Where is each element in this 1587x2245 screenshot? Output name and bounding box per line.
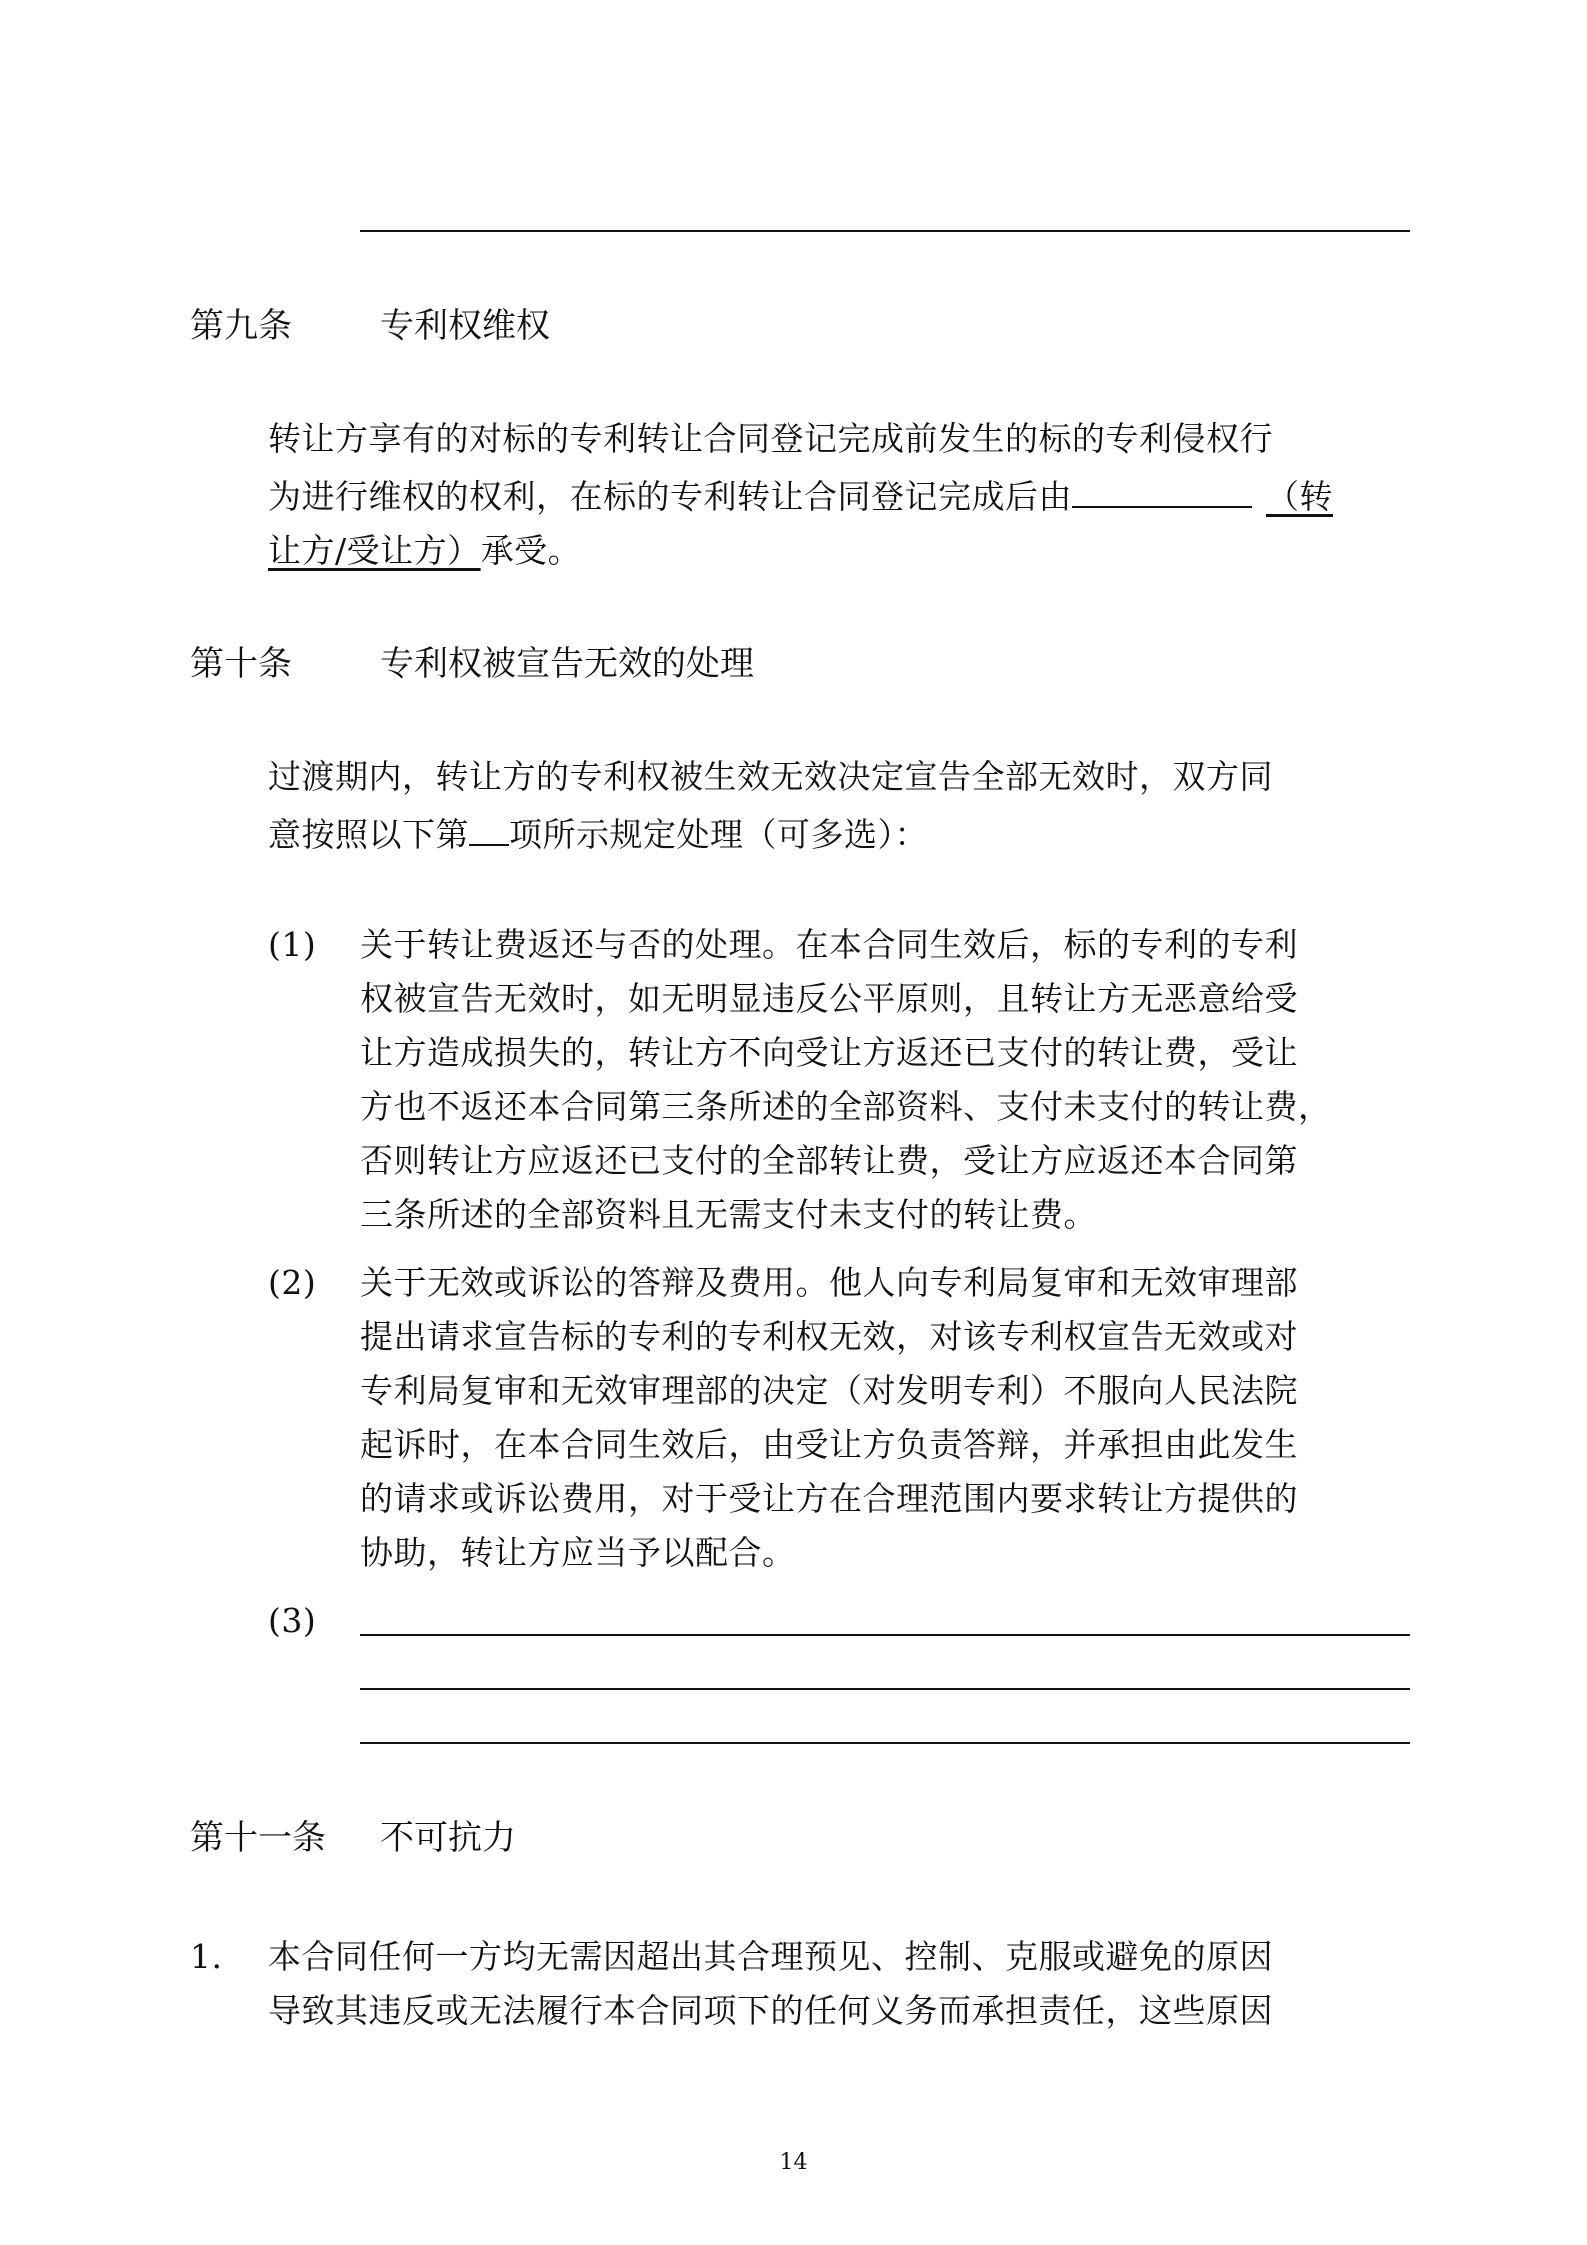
item-3-blank-line-3	[360, 1742, 1410, 1744]
article-9-line-1: 转让方享有的对标的专利转让合同登记完成前发生的标的专利侵权行	[268, 419, 1273, 458]
article-10-intro-line-2: 意按照以下第 项所示规定处理（可多选）：	[268, 804, 1408, 862]
item-3-number: (3)	[268, 1601, 317, 1640]
article-10-item-blank	[469, 804, 509, 846]
article-9-body	[268, 412, 1408, 578]
item-1-line: 否则转让方应返还已支付的全部转让费，受让方应返还本合同第	[360, 1141, 1298, 1180]
item-3-blank-line-1	[360, 1634, 1410, 1636]
article-11-number: 第十一条	[190, 1818, 326, 1858]
article-10-intro-line-1: 过渡期内，转让方的专利权被生效无效决定宣告全部无效时，双方同	[268, 757, 1273, 796]
top-blank-line	[360, 230, 1410, 232]
page-number: 14	[779, 2150, 808, 2175]
item-1-line: 让方造成损失的，转让方不向受让方返还已支付的转让费，受让	[360, 1033, 1298, 1072]
item-2-line: 起诉时，在本合同生效后，由受让方负责答辩，并承担由此发生	[360, 1425, 1298, 1464]
clause-1-line: 本合同任何一方均无需因超出其合理预见、控制、克服或避免的原因	[268, 1937, 1273, 1976]
article-10-title: 专利权被宣告无效的处理	[380, 644, 754, 684]
article-10-number: 第十条	[190, 644, 292, 684]
item-2-line: 协助，转让方应当予以配合。	[360, 1533, 796, 1572]
item-2-number: (2)	[268, 1263, 317, 1302]
clause-1-text	[268, 1930, 1273, 2038]
item-2-line: 关于无效或诉讼的答辩及费用。他人向专利局复审和无效审理部	[360, 1263, 1298, 1302]
clause-1-number: 1.	[190, 1937, 223, 1976]
article-9-number: 第九条	[190, 306, 292, 346]
article-10-intro	[268, 750, 1408, 862]
item-1-line: 关于转让费返还与否的处理。在本合同生效后，标的专利的专利	[360, 925, 1298, 964]
item-1-line: 方也不返还本合同第三条所述的全部资料、支付未支付的转让费，	[360, 1087, 1332, 1126]
item-1-line: 三条所述的全部资料且无需支付未支付的转让费。	[360, 1195, 1097, 1234]
item-1-text	[360, 918, 1332, 1242]
article-9-heading	[190, 304, 550, 348]
article-9-line-3	[268, 524, 1408, 578]
article-9-tail: 承受。	[480, 531, 582, 570]
article-9-choice-close: 让方/受让方）	[268, 531, 481, 570]
item-3-blank-line-2	[360, 1688, 1410, 1690]
item-2-line: 的请求或诉讼费用，对于受让方在合理范围内要求转让方提供的	[360, 1479, 1298, 1518]
item-2-line: 提出请求宣告标的专利的专利权无效，对该专利权宣告无效或对	[360, 1317, 1298, 1356]
article-9-blank	[1072, 466, 1252, 508]
item-1-line: 权被宣告无效时，如无明显违反公平原则，且转让方无恶意给受	[360, 979, 1298, 1018]
article-11-title: 不可抗力	[380, 1818, 516, 1858]
article-9-title: 专利权维权	[380, 306, 550, 346]
article-11-heading	[190, 1816, 516, 1860]
item-1-number: (1)	[268, 925, 317, 964]
clause-1-line: 导致其违反或无法履行本合同项下的任何义务而承担责任，这些原因	[268, 1991, 1273, 2030]
item-2-line: 专利局复审和无效审理部的决定（对发明专利）不服向人民法院	[360, 1371, 1298, 1410]
item-2-text	[360, 1256, 1298, 1580]
article-9-line-2: 为进行维权的权利，在标的专利转让合同登记完成后由 （转	[268, 466, 1408, 524]
article-10-heading	[190, 642, 754, 686]
article-9-choice-open: （转	[1266, 477, 1333, 516]
